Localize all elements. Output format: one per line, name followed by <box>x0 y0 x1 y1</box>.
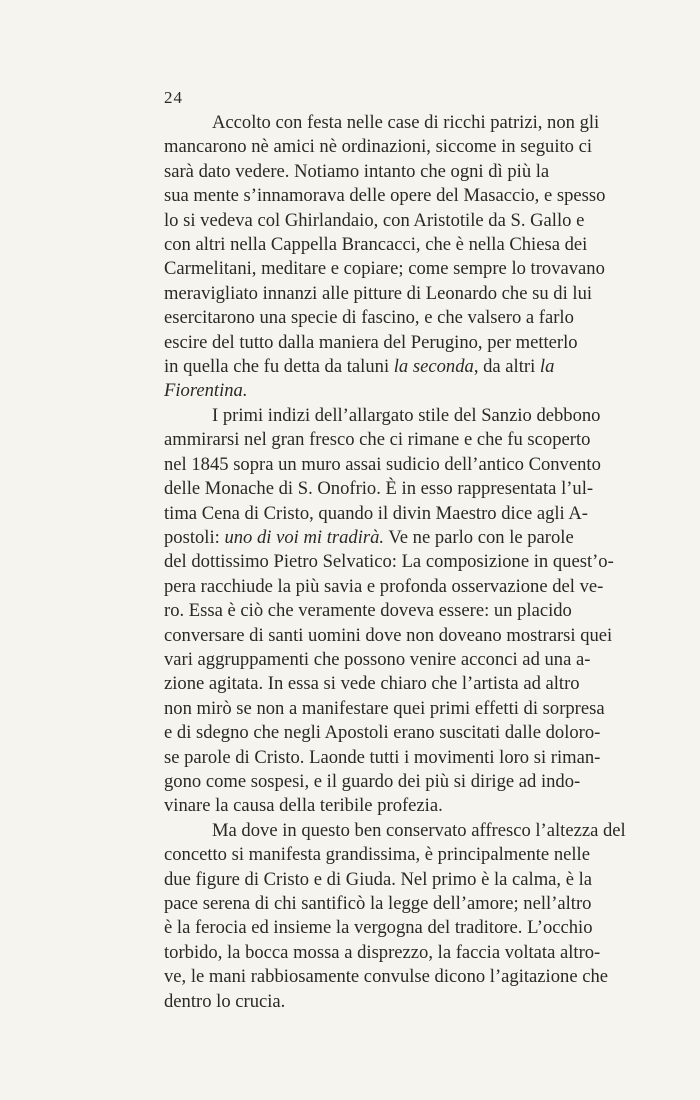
text-line <box>164 746 700 770</box>
line-text: meravigliato innanzi alle pitture di Leonardo che su di lui <box>164 282 593 304</box>
line-text: vinare la causa della teribile profezia. <box>164 795 443 817</box>
text-line <box>164 233 700 257</box>
line-text: tima Cena di Cristo, quando il divin Maestro dice agli A- <box>164 502 588 524</box>
italic-text: uno di voi mi tradirà. <box>224 526 385 548</box>
text-line <box>164 770 700 794</box>
text-line <box>164 257 700 281</box>
text-line <box>164 575 700 599</box>
line-text: in quella che fu detta da taluni <box>164 356 394 378</box>
line-text: escire del tutto dalla maniera del Perugino, per metterlo <box>164 331 578 353</box>
line-text: ve, le mani rabbiosamente convulse dicono l’agitazione che <box>164 966 609 988</box>
line-text: mancarono nè amici nè ordinazioni, siccome in seguito ci <box>164 136 593 158</box>
line-text: sua mente s’innamorava delle opere del Masaccio, e spesso <box>164 185 606 207</box>
line-text: con altri nella Cappella Brancacci, che è nella Chiesa dei <box>164 234 588 256</box>
line-text: Ma dove in questo ben conservato affresco l’altezza del <box>212 819 626 841</box>
line-text: è la ferocia ed insieme la vergogna del traditore. L’occhio <box>164 917 593 939</box>
italic-text: la <box>539 356 555 378</box>
line-text: due figure di Cristo e di Giuda. Nel primo è la calma, è la <box>164 868 593 890</box>
line-text: del dottissimo Pietro Selvatico: La composizione in quest’o- <box>164 551 614 573</box>
text-line <box>164 404 700 428</box>
text-line <box>164 306 700 330</box>
text-line <box>164 184 700 208</box>
text-line <box>164 916 700 940</box>
text-line <box>164 843 700 867</box>
line-text: lo si vedeva col Ghirlandaio, con Aristotile da S. Gallo e <box>164 209 585 231</box>
line-text: non mirò se non a manifestare quei primi effetti di sorpresa <box>164 697 605 719</box>
text-line <box>164 697 700 721</box>
text-line <box>164 624 700 648</box>
text-line <box>164 819 700 843</box>
body-text <box>164 111 700 1014</box>
text-line <box>164 672 700 696</box>
line-text: ro. Essa è ciò che veramente doveva essere: un placido <box>164 600 572 622</box>
line-text: conversare di santi uomini dove non doveano mostrarsi quei <box>164 624 613 646</box>
line-text: delle Monache di S. Onofrio. È in esso rappresentata l’ul- <box>164 478 594 500</box>
line-text: e di sdegno che negli Apostoli erano suscitati dalle doloro- <box>164 722 601 744</box>
text-line <box>164 892 700 916</box>
line-text: se parole di Cristo. Laonde tutti i movimenti loro si riman- <box>164 746 601 768</box>
text-line <box>164 721 700 745</box>
text-line <box>164 453 700 477</box>
text-line <box>164 160 700 184</box>
line-text: nel 1845 sopra un muro assai sudicio dell’antico Convento <box>164 453 601 475</box>
text-line <box>164 941 700 965</box>
text-line <box>164 868 700 892</box>
text-line <box>164 428 700 452</box>
text-line <box>164 526 700 550</box>
line-text: Accolto con festa nelle case di ricchi patrizi, non gli <box>212 112 600 133</box>
text-line <box>164 599 700 623</box>
text-line <box>164 477 700 501</box>
text-line <box>164 135 700 159</box>
line-text: Carmelitani, meditare e copiare; come sempre lo trovavano <box>164 258 605 280</box>
italic-text: Fiorentina. <box>164 380 248 402</box>
line-text: esercitarono una specie di fascino, e che valsero a farlo <box>164 307 574 329</box>
line-text: I primi indizi dell’allargato stile del Sanzio debbono <box>212 404 601 426</box>
line-text: postoli: <box>164 526 225 548</box>
line-text: Ve ne parlo con le parole <box>384 526 574 548</box>
text-line <box>164 282 700 306</box>
line-text: torbido, la bocca mossa a disprezzo, la faccia voltata altro- <box>164 941 601 963</box>
text-line <box>164 379 700 403</box>
text-line <box>164 648 700 672</box>
text-line <box>164 331 700 355</box>
text-line <box>164 502 700 526</box>
text-line <box>164 355 700 379</box>
line-text: , da altri <box>473 356 540 378</box>
line-text: ammirarsi nel gran fresco che ci rimane e che fu scoperto <box>164 429 591 451</box>
text-line <box>164 794 700 818</box>
text-line <box>164 965 700 989</box>
line-text: zione agitata. In essa si vede chiaro che l’artista ad altro <box>164 673 580 695</box>
line-text: sarà dato vedere. Notiamo intanto che ogni dì più la <box>164 160 550 182</box>
italic-text: la seconda <box>393 356 474 378</box>
line-text: dentro lo crucia. <box>164 990 286 1012</box>
text-line <box>164 209 700 233</box>
line-text: vari aggruppamenti che possono venire acconci ad una a- <box>164 648 591 670</box>
line-text: concetto si manifesta grandissima, è principalmente nelle <box>164 844 590 866</box>
text-line <box>164 111 700 135</box>
text-line <box>164 990 700 1014</box>
line-text: gono come sospesi, e il guardo dei più si dirige ad indo- <box>164 770 581 792</box>
text-line <box>164 550 700 574</box>
line-text: pera racchiude la più savia e profonda osservazione del ve- <box>164 575 604 597</box>
page-number: 24 <box>164 88 183 107</box>
line-text: pace serena di chi santificò la legge dell’amore; nell’altro <box>164 893 592 914</box>
